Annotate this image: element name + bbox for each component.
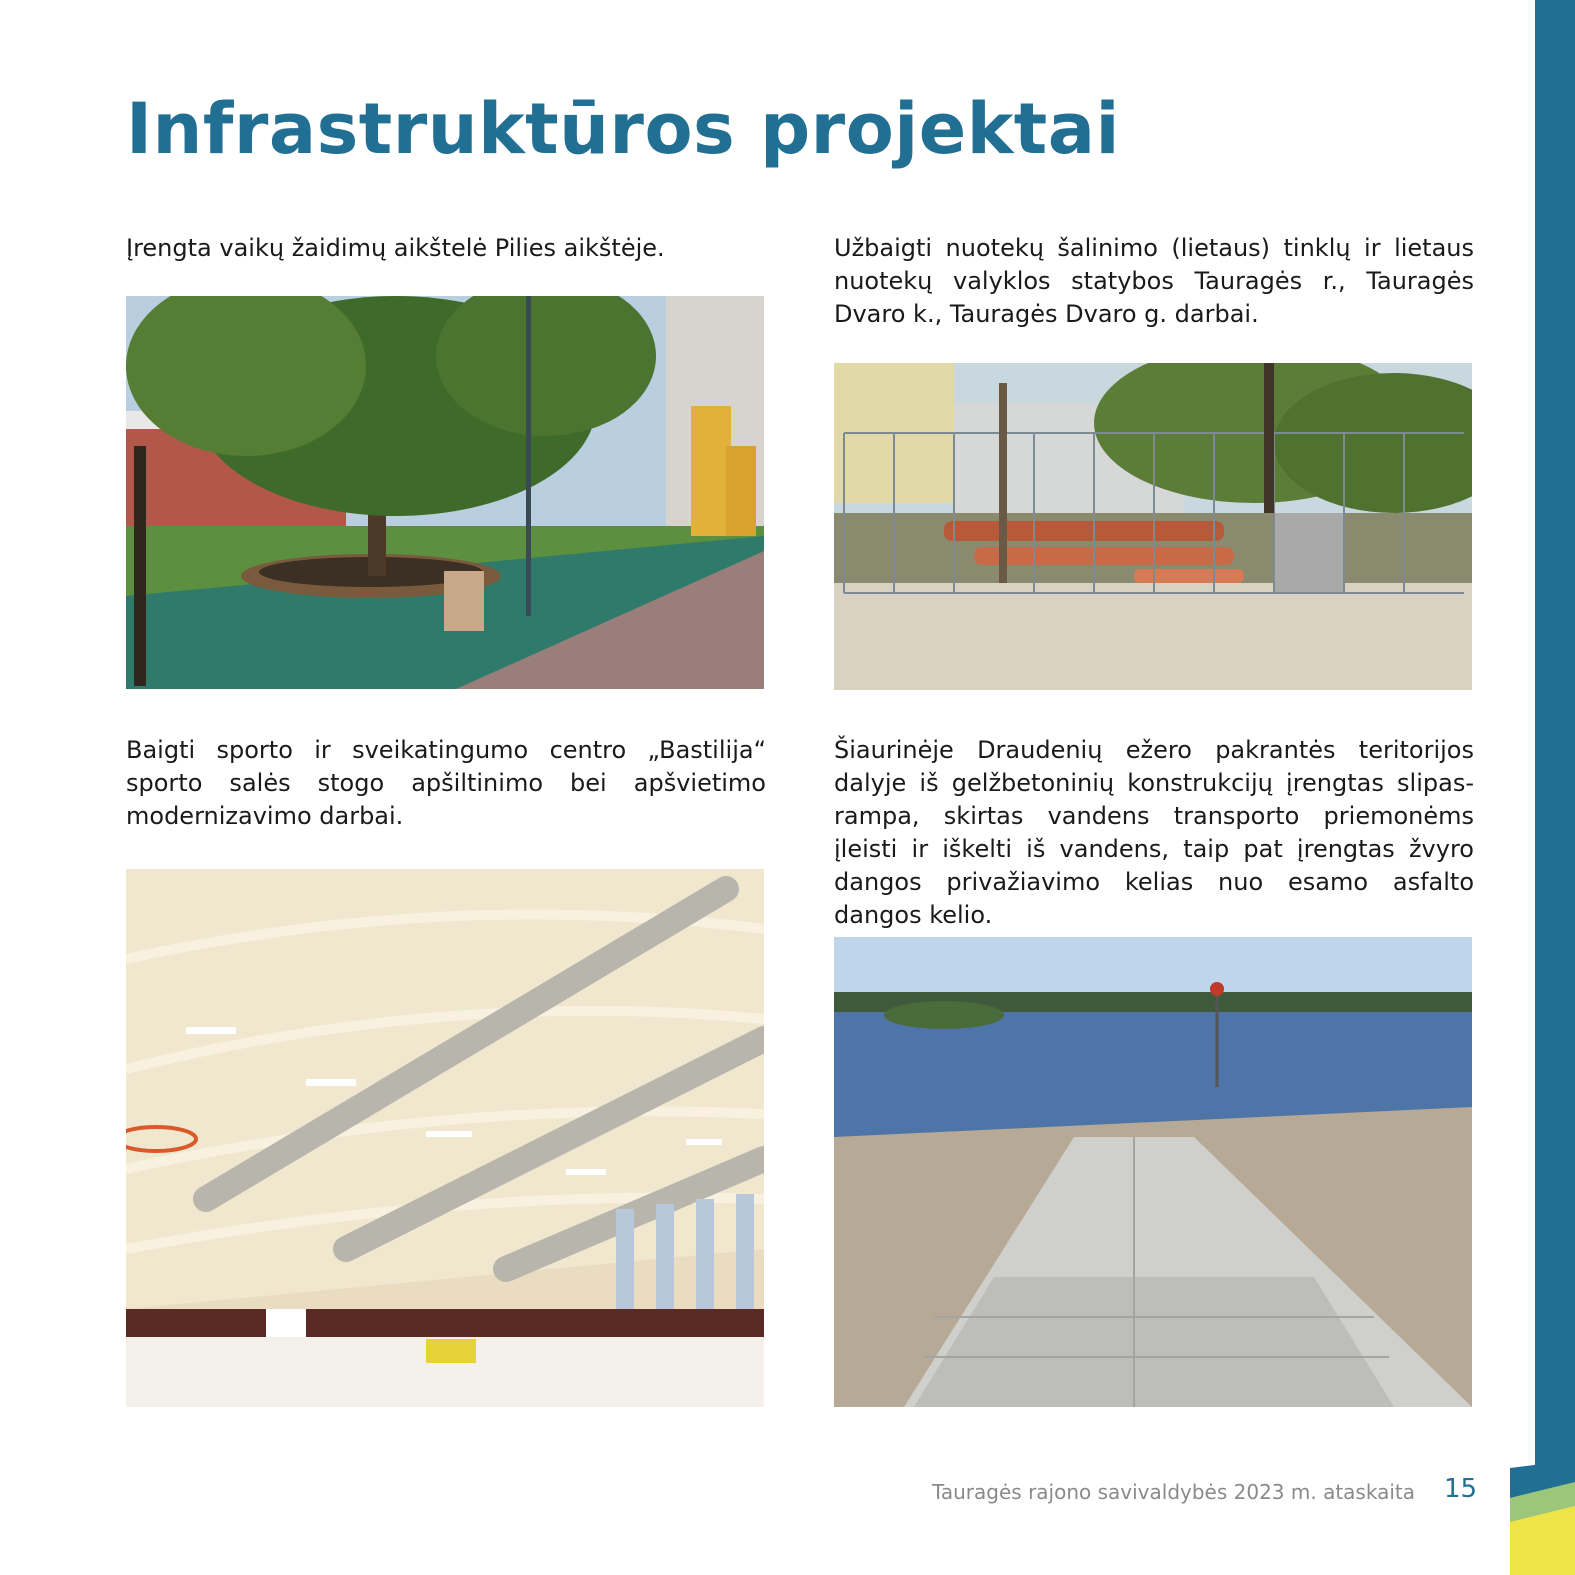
caption-lake-ramp: Šiaurinėje Draudenių ežero pakrantės teritorijos dalyje iš gelžbetoninių konstrukcijų įrengtas slipas-rampa, skirtas vandens transporto priemonėms įleisti ir iškelti iš vandens, taip pat įrengtas žvyro dangos privažiavimo kelias nuo esamo asfalto dangos kelio.: [834, 736, 1474, 929]
sports-hall-photo: [126, 869, 764, 1407]
footer-report-title: Tauragės rajono savivaldybės 2023 m. ataskaita: [931, 1480, 1415, 1504]
caption-drainage-works: Užbaigti nuotekų šalinimo (lietaus) tinklų ir lietaus nuotekų valyklos statybos Tauragės r., Tauragės Dvaro k., Tauragės Dvaro g. darbai.: [834, 234, 1474, 328]
side-stripe: [1535, 0, 1575, 1575]
caption-sports-hall: Baigti sporto ir sveikatingumo centro „Bastilija“ sporto salės stogo apšiltinimo bei apšvietimo modernizavimo darbai.: [126, 736, 766, 830]
playground-photo: [126, 296, 764, 689]
construction-photo: [834, 363, 1472, 690]
page-number: 15: [1444, 1474, 1478, 1504]
page-title: Infrastruktūros projektai: [126, 88, 1121, 170]
caption-playground: Įrengta vaikų žaidimų aikštelė Pilies aikštėje.: [126, 234, 665, 262]
corner-accent: [1510, 1460, 1575, 1575]
lake-ramp-photo: [834, 937, 1472, 1407]
